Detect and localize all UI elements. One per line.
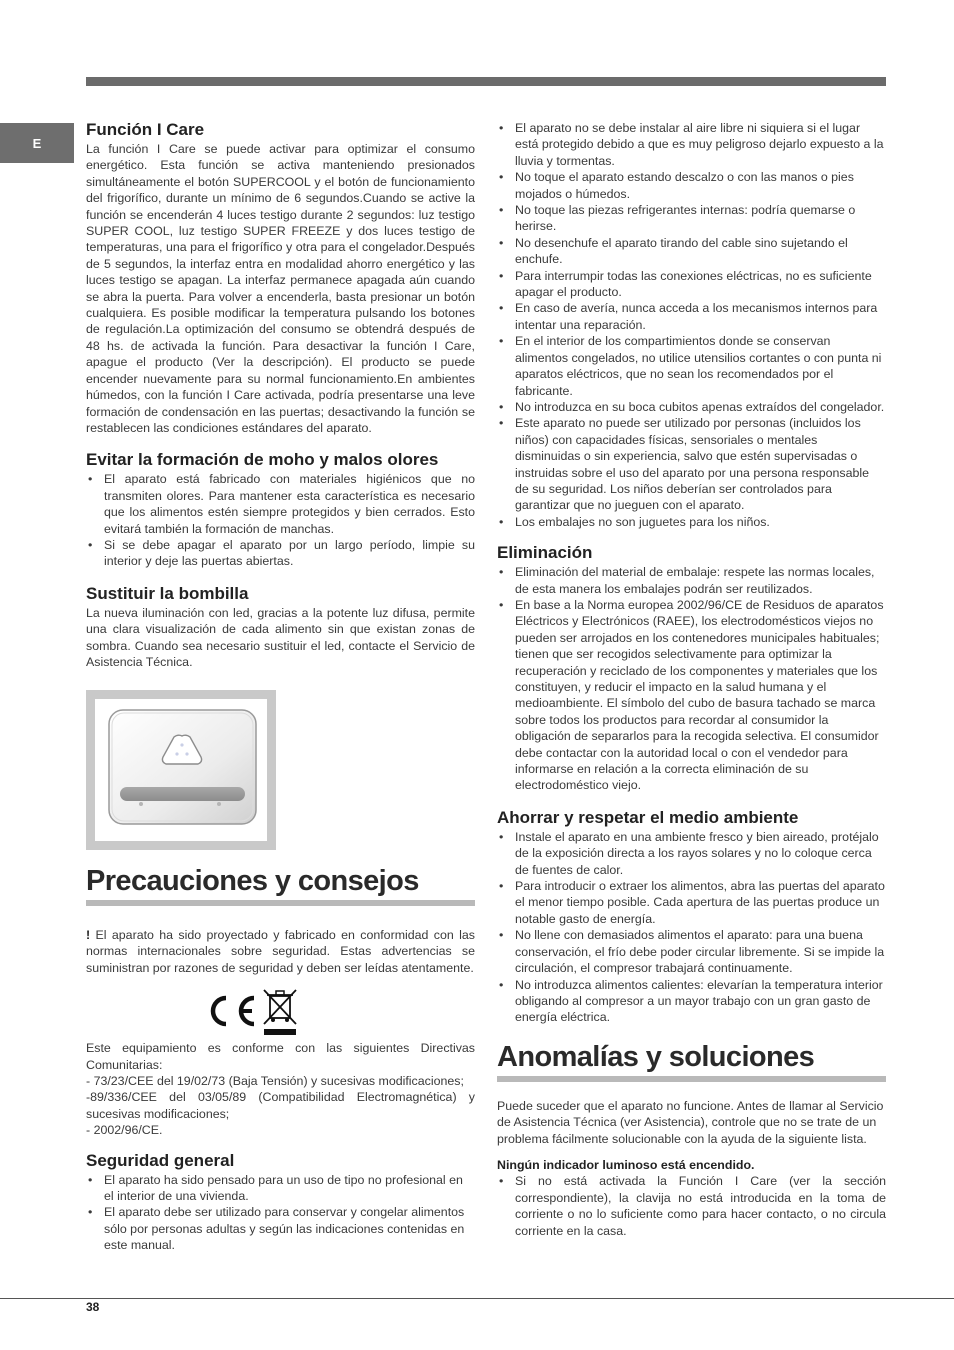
ce-weee-marks	[86, 980, 475, 1038]
heading-precauciones: Precauciones y consejos	[86, 864, 475, 906]
right-column	[497, 120, 886, 1239]
section-title: Seguridad general	[86, 1150, 235, 1170]
section-title: Sustituir la bombilla	[86, 583, 249, 603]
list-item: • No toque las piezas refrigerantes internas: podría quemarse o herirse.	[497, 202, 886, 235]
list-item: • El aparato ha sido pensado para un uso de tipo no profesional en el interior de una vivienda.	[86, 1172, 475, 1205]
directive-line: - 2002/96/CE.	[86, 1123, 163, 1138]
directive-line: - 73/23/CEE del 19/02/73 (Baja Tensión) y sucesivas modificaciones;	[86, 1074, 464, 1089]
list-item: • No introduzca alimentos calientes: elevarían la temperatura interior obligando al compresor a un mayor trabajo con un gran gasto de energía eléctrica.	[497, 977, 886, 1026]
list-item: • No desenchufe el aparato tirando del cable sino sujetando el enchufe.	[497, 235, 886, 268]
section-title: Eliminación	[497, 543, 593, 563]
section-title: Evitar la formación de moho y malos olores	[86, 450, 439, 470]
header-bar	[86, 77, 886, 86]
section-bombilla	[86, 584, 475, 671]
section-title: Función I Care	[86, 120, 205, 139]
section-anomalias	[497, 1040, 886, 1239]
led-lamp-illustration	[95, 699, 267, 841]
list-item: • Eliminación del material de embalaje: respete las normas locales, de esta manera los embalajes podrán ser reutilizados.	[497, 564, 886, 597]
weee-bin-icon	[264, 990, 296, 1035]
list-item: • El aparato está fabricado con materiales higiénicos que no transmiten olores. Para mantener esta característica es necesario que los alimentos estén siempre protegidos y bien cerrados. Esto evitará también la formación de manchas.	[86, 471, 475, 537]
bullet-list	[497, 564, 886, 794]
section-seguridad	[86, 1151, 475, 1254]
language-tab	[0, 123, 74, 163]
bullet-list	[86, 1172, 475, 1254]
section-moho	[86, 450, 475, 569]
section-title: Ahorrar y respetar el medio ambiente	[497, 807, 799, 827]
list-item: • El aparato debe ser utilizado para conservar y congelar alimentos sólo por personas adultas y según las indicaciones contenidas en este manual.	[86, 1204, 475, 1253]
section-body: La nueva iluminación con led, gracias a la potente luz difusa, permite una clara visualización de cada alimento sin que existan zonas de sombra. Cuando sea necesario sustituir el led, contacte el Servicio de Asistencia Técnica.	[86, 605, 475, 669]
list-item: • No toque el aparato estando descalzo o con las manos o pies mojados o húmedos.	[497, 169, 886, 202]
list-item: • Si se debe apagar el aparato por un largo período, limpie su interior y deje las puertas abiertas.	[86, 537, 475, 570]
section-funcion-i-care	[86, 120, 475, 436]
list-item: • En base a la Norma europea 2002/96/CE de Residuos de aparatos Eléctricos y Electrónicos (RAEE), los electrodomésticos viejos no pueden ser arrojados en los contenedores municipales habituales; tienen que ser recogidos selectivamente para optimizar la recuperación y reciclado de los componentes y materiales que los constituyen, y reducir el impacto en la salud humana y el medioambiente. El símbolo del cubo de basura tachado se marca sobre todos los productos para recordar al consumidor la obligación de separarlos para la recogida selectiva. El consumidor debe contactar con la autoridad local o con el vendedor para informarse en relación a la correcta eliminación de su electrodoméstico viejo.	[497, 597, 886, 794]
list-item: • Para interrumpir todas las conexiones eléctricas, no es suficiente apagar el producto.	[497, 268, 886, 301]
anomalias-intro: Puede suceder que el aparato no funcione. Antes de llamar al Servicio de Asistencia Técnica (ver Asistencia), controle que no se trate de un problema fácilmente solucionable con la ayuda de la siguiente lista.	[497, 1098, 884, 1146]
list-item: • Los embalajes no son juguetes para los niños.	[497, 514, 886, 530]
list-item: • En el interior de los compartimientos donde se conservan alimentos congelados, no utilice utensilios cortantes o con punta ni aparatos eléctricos, que no sean los recomendados por el fabricante.	[497, 333, 886, 399]
list-item: • El aparato no se debe instalar al aire libre ni siquiera si el lugar está protegido debido a que es muy peligroso dejarlo expuesto a la lluvia y tormentas.	[497, 120, 886, 169]
safety-bullet-list	[497, 120, 886, 530]
left-column-lower	[86, 864, 475, 1254]
anomalias-subheading: Ningún indicador luminoso está encendido.	[497, 1157, 755, 1172]
section-eliminacion	[497, 543, 886, 794]
ce-mark-icon	[196, 982, 306, 1040]
bullet-list	[86, 471, 475, 569]
warning-text: El aparato ha sido proyectado y fabricado en conformidad con las normas internacionales sobre seguridad. Estas advertencias se suministran por razones de seguridad y deben ser leídas atentamente.	[86, 928, 475, 975]
left-column	[86, 120, 475, 670]
list-item: • Este aparato no puede ser utilizado por personas (incluidos los niños) con capacidades físicas, sensoriales o mentales disminuidas o sin experiencia, salvo que estén supervisadas o instruidas sobre el uso del aparato por una persona responsable de su seguridad. Los niños deberían ser controlados para garantizar que no jueguen con el aparato.	[497, 415, 886, 513]
list-item: • No introduzca en su boca cubitos apenas extraídos del congelador.	[497, 399, 886, 415]
list-item: • Para introducir o extraer los alimentos, abra las puertas del aparato el menor tiempo posible. Cada apertura de las puertas produce un notable gasto de energía.	[497, 878, 886, 927]
list-item: • Instale el aparato en una ambiente fresco y bien aireado, protéjalo de la exposición directa a los rayos solares y no lo coloque cerca de fuentes de calor.	[497, 829, 886, 878]
directives-intro: Este equipamiento es conforme con las siguientes Directivas Comunitarias:	[86, 1041, 475, 1072]
language-tab-label: E	[32, 135, 42, 151]
directive-line: -89/336/CEE del 03/05/89 (Compatibilidad Electromagnética) y sucesivas modificaciones;	[86, 1090, 475, 1121]
section-ahorrar	[497, 808, 886, 1026]
list-item: • No llene con demasiados alimentos el aparato: para una buena conservación, el frío debe poder circular libremente. Si se impide la circulación, el compresor trabajará continuamente.	[497, 927, 886, 976]
heading-anomalias: Anomalías y soluciones	[497, 1040, 886, 1082]
bullet-list	[497, 1173, 886, 1239]
section-body: La función I Care se puede activar para optimizar el consumo energético. Esta función se activa manteniendo presionados simultáneamente el botón SUPERCOOL y el botón de funcionamiento del frigorífico, durante un mínimo de 6 segundos.Cuando se active la función se encenderán 4 luces testigo durante 2 segundos: luz testigo SUPER COOL, luz testigo SUPER FREEZE y dos luces testigo de temperaturas, una para el frigorífico y otra para el congelador.Después de 5 segundos, la interfaz entra en modalidad ahorro energético y las luces testigo se apagan. La interfaz permanece apagada aún cuando se abra la puerta. Para volver a encenderla, basta presionar un botón cualquiera. Es posible modificar la temperatura pulsando los botones de regulación.La optimización del consumo se obtendrá después de 48 hs. de activada la función. Para desactivar la función I Care, apague el producto (Ver la descripción). El producto se puede encender nuevamente para su normal funcionamiento.En ambientes húmedos, con la función I Care activada, podría presentarse una leve formación de condensación en las puertas; desactivando la función se restablecen las condiciones estándares del aparato.	[86, 142, 475, 435]
list-item: • En caso de avería, nunca acceda a los mecanismos internos para intentar una reparación.	[497, 300, 886, 333]
warning-mark: !	[86, 928, 91, 942]
led-light-figure	[86, 690, 276, 850]
warning-paragraph	[86, 927, 475, 976]
footer-rule	[0, 1298, 954, 1299]
list-item: • Si no está activada la Función I Care (ver la sección correspondiente), la clavija no está introducida en la toma de corriente o no lo suficiente como para hacer contacto, o no circula corriente en la casa.	[497, 1173, 886, 1239]
bullet-list	[497, 829, 886, 1026]
page-number: 38	[86, 1300, 100, 1314]
